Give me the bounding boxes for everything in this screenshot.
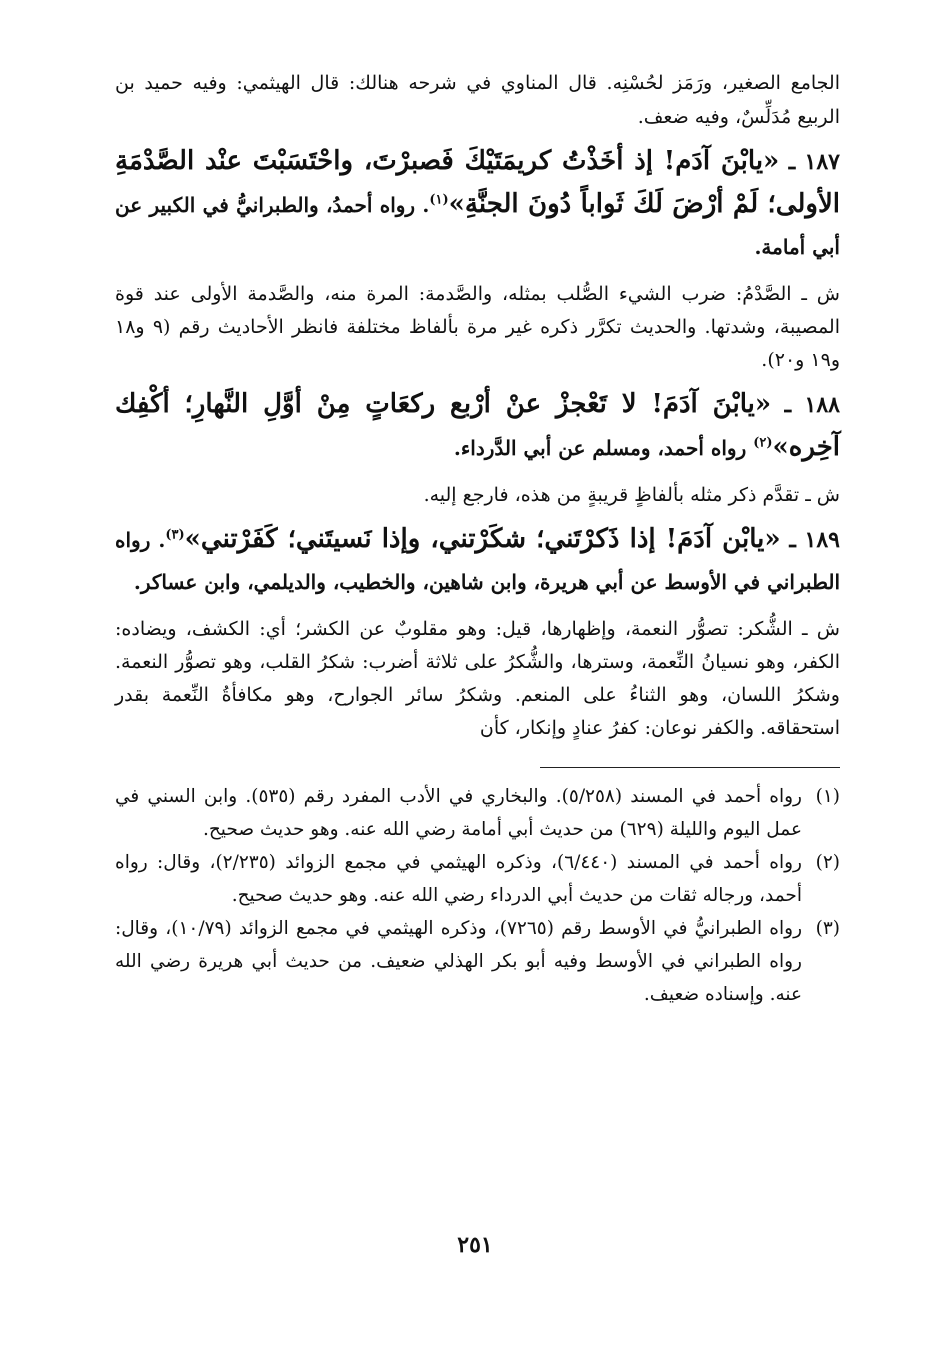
footnote-2: [115, 846, 840, 912]
footnote-1-text: رواه أحمد في المسند (٥/٢٥٨). والبخاري في الأدب المفرد رقم (٥٣٥). وابن السني في عمل اليوم والليلة (٦٢٩) من حديث أبي أمامة رضي الله عنه. وهو حديث صحيح.: [115, 786, 802, 840]
hadith-188-number: ١٨٨ ـ: [784, 392, 840, 418]
hadith-187-number: ١٨٧ ـ: [788, 149, 840, 175]
footnote-1-number: (١): [815, 786, 840, 807]
hadith-189-source: . رواه الطبراني في الأوسط عن أبي هريرة، وابن شاهين، والخطيب، والديلمي، وابن عساكر.: [115, 528, 840, 594]
footnote-divider: [540, 767, 840, 768]
hadith-189: [115, 518, 840, 603]
page-number: ٢٥١: [457, 1232, 493, 1258]
sharh-189: ش ـ الشُّكر: تصوُّر النعمة، وإظهارها، قيل: وهو مقلوبٌ عن الكشر؛ أي: الكشف، ويضاده: الكفر، وهو نسيانُ النِّعمة، وسترها، والشُّكرُ على ثلاثة أضرب: شكرُ القلب، وهو تصوُّر النعمة. وشكرُ اللسان، وهو الثناءُ على المنعم. وشكرُ سائر الجوارح، وهو مكافأةُ النِّعمة بقدر استحقاقه. والكفر نوعان: كفرُ عنادٍ وإنكار، كأن: [115, 618, 840, 739]
footnote-ref-3[interactable]: (٣): [165, 527, 185, 543]
footnote-1: [115, 780, 840, 846]
footnote-ref-2[interactable]: (٢): [753, 435, 773, 451]
hadith-187-text: «يابْنَ آدَم! إذ أخَذْتُ كريمَتَيْكَ فَصبرْتَ، واحْتَسَبْتَ عنْد الصَّدْمَةِ الأولى؛ لَمْ أرْضَ لَكَ ثَواباً دُونَ الجنَّةِ»: [115, 146, 840, 219]
sharh-188: ش ـ تقدَّم ذكر مثله بألفاظٍ قريبةٍ من هذه، فارجع إليه.: [423, 484, 840, 506]
footnote-3: [115, 912, 840, 1011]
hadith-188-text: «يابْنَ آدَمَ! لا تَعْجزْ عنْ أرْبع ركعَاتٍ مِنْ أوَّلِ النَّهارِ؛ أكْفِك آخِره»: [115, 389, 840, 462]
footnote-2-number: (٢): [815, 852, 840, 873]
hadith-189-number: ١٨٩ ـ: [789, 527, 840, 553]
footnote-3-number: (٣): [815, 918, 840, 939]
hadith-188: [115, 383, 840, 469]
intro-paragraph: الجامع الصغير، ورَمَز لحُسْنِه. قال المناوي في شرحه هنالك: قال الهيثمي: وفيه حميد بن الربيع مُدَلِّسٌ، وفيه ضعف.: [115, 72, 840, 128]
hadith-187: [115, 140, 840, 268]
footnote-ref-1[interactable]: (١): [429, 192, 449, 208]
hadith-187-source: . رواه أحمدُ، والطبرانيُّ في الكبير عن أبي أمامة.: [115, 193, 840, 259]
sharh-187: ش ـ الصَّدْمُ: ضرب الشيء الصُّلب بمثله، والصَّدمة: المرة منه، والصَّدمة الأولى عند قوة المصيبة، وشدتها. والحديث تكرَّر ذكره غير مرة بألفاظ مختلفة فانظر الأحاديث رقم (٩ و١٨ و١٩ و٢٠).: [115, 283, 841, 371]
footnote-2-text: رواه أحمد في المسند (٦/٤٤٠)، وذكره الهيثمي في مجمع الزوائد (٢/٢٣٥)، وقال: رواه أحمد، ورجاله ثقات من حديث أبي الدرداء رضي الله عنه. وهو حديث صحيح.: [115, 852, 802, 906]
hadith-189-text: «يابْن آدَمَ! إذا ذَكرْتَني؛ شكَرْتني، وإذا نَسيتَني؛ كَفَرْتني»: [184, 524, 781, 554]
footnote-3-text: رواه الطبرانيُّ في الأوسط رقم (٧٢٦٥)، وذكره الهيثمي في مجمع الزوائد (١٠/٧٩)، وقال: رواه الطبراني في الأوسط وفيه أبو بكر الهذلي ضعيف. من حديث أبي هريرة رضي الله عنه. وإسناده ضعيف.: [115, 918, 803, 1005]
hadith-188-source: رواه أحمد، ومسلم عن أبي الدَّرداء.: [453, 436, 754, 460]
